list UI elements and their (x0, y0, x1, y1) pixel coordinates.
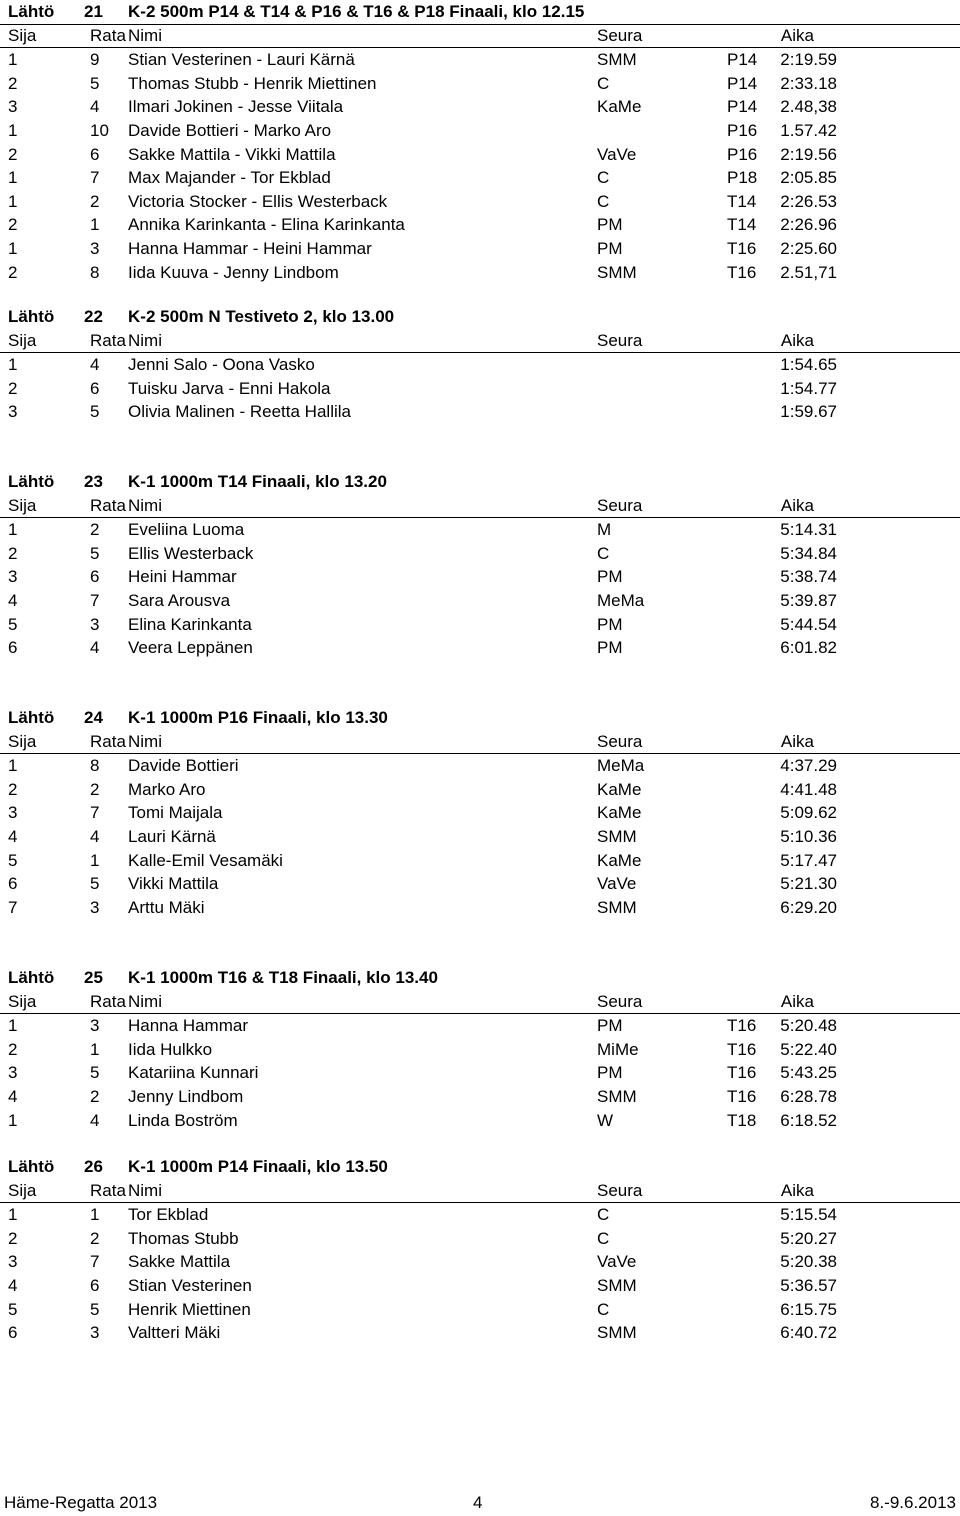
cell-aika: 1:59.67 (780, 402, 837, 422)
cell-aika: 5:20.27 (780, 1228, 837, 1248)
cell-seura: KaMe (597, 803, 642, 823)
cell-nimi: Kalle-Emil Vesamäki (128, 850, 283, 870)
cell-rata: 3 (90, 897, 100, 917)
header-aika: Aika (780, 330, 814, 350)
cell-seura: MiMe (597, 1039, 639, 1059)
cell-rata: 7 (90, 803, 100, 823)
cell-aika: 5:17.47 (780, 850, 837, 870)
cell-rata: 6 (90, 144, 100, 164)
race-title: K-1 1000m T14 Finaali, klo 13.20 (128, 472, 387, 491)
cell-nimi: Eveliina Luoma (128, 520, 245, 540)
result-row (0, 1109, 960, 1133)
cell-cls: P16 (727, 121, 758, 140)
cell-seura: M (597, 520, 612, 540)
cell-rata: 8 (90, 262, 100, 282)
cell-sija: 4 (8, 1276, 18, 1295)
cell-sija: 3 (8, 402, 18, 422)
race-title-row (0, 706, 960, 730)
header-nimi: Nimi (128, 731, 162, 751)
cell-nimi: Tuisku Jarva - Enni Hakola (128, 378, 331, 398)
race-number: 24 (84, 708, 103, 727)
cell-aika: 5:21.30 (780, 874, 837, 894)
column-header-row (0, 990, 960, 1015)
cell-nimi: Ellis Westerback (128, 543, 254, 563)
race-title-row (0, 470, 960, 494)
race-start-label: Lähtö (8, 1157, 55, 1176)
result-row (0, 542, 960, 566)
result-row (0, 95, 960, 119)
header-sija: Sija (8, 330, 37, 350)
cell-nimi: Heini Hammar (128, 567, 237, 587)
cell-aika: 5:20.38 (780, 1252, 837, 1272)
header-rata: Rata (90, 731, 126, 751)
cell-aika: 2.48,38 (780, 97, 837, 117)
result-row (0, 589, 960, 613)
cell-sija: 1 (8, 355, 18, 375)
cell-nimi: Olivia Malinen - Reetta Hallila (128, 402, 351, 422)
result-row (0, 377, 960, 401)
race-number: 21 (84, 2, 103, 21)
cell-sija: 5 (8, 614, 18, 634)
cell-cls: T16 (727, 239, 757, 258)
cell-aika: 1:54.65 (780, 355, 837, 375)
result-row (0, 849, 960, 873)
result-row (0, 1227, 960, 1251)
result-row (0, 1203, 960, 1227)
cell-sija: 2 (8, 1228, 18, 1248)
header-aika: Aika (780, 731, 814, 751)
cell-seura: PM (597, 1063, 623, 1083)
race-number: 22 (84, 307, 103, 326)
race-start-label: Lähtö (8, 968, 55, 987)
race-number: 23 (84, 472, 103, 491)
cell-seura: KaMe (597, 97, 642, 117)
cell-aika: 2:25.60 (780, 239, 837, 258)
cell-seura: C (597, 73, 610, 93)
result-row (0, 636, 960, 660)
cell-nimi: Victoria Stocker - Ellis Westerback (128, 191, 388, 211)
race-title-row (0, 0, 960, 25)
cell-nimi: Tomi Maijala (128, 803, 223, 823)
column-header-row (0, 329, 960, 354)
cell-cls: T18 (727, 1110, 757, 1130)
footer-date: 8.-9.6.2013 (869, 1493, 956, 1512)
cell-nimi: Hanna Hammar (128, 1016, 248, 1036)
header-seura: Seura (597, 991, 643, 1011)
header-nimi: Nimi (128, 495, 162, 515)
cell-aika: 5:14.31 (780, 520, 837, 540)
result-row (0, 143, 960, 167)
cell-seura: SMM (597, 897, 637, 917)
cell-cls: P14 (727, 97, 758, 117)
cell-aika: 5:22.40 (780, 1039, 837, 1059)
cell-sija: 5 (8, 850, 18, 870)
cell-seura: W (597, 1110, 614, 1130)
cell-seura: MeMa (597, 591, 645, 610)
cell-sija: 1 (8, 50, 18, 70)
cell-sija: 1 (8, 239, 18, 258)
cell-nimi: Stian Vesterinen - Lauri Kärnä (128, 50, 355, 70)
cell-rata: 6 (90, 1276, 100, 1295)
cell-sija: 2 (8, 144, 18, 164)
result-row (0, 72, 960, 96)
cell-nimi: Sakke Mattila - Vikki Mattila (128, 144, 336, 164)
cell-nimi: Henrik Miettinen (128, 1299, 251, 1319)
header-aika: Aika (780, 25, 814, 45)
cell-rata: 6 (90, 567, 100, 587)
cell-aika: 6:29.20 (780, 897, 837, 917)
result-row (0, 565, 960, 589)
cell-cls: T14 (727, 191, 757, 211)
result-row (0, 825, 960, 849)
cell-sija: 4 (8, 1087, 18, 1106)
cell-rata: 3 (90, 1016, 100, 1036)
cell-seura: C (597, 168, 610, 188)
cell-rata: 9 (90, 50, 100, 70)
cell-nimi: Katariina Kunnari (128, 1063, 259, 1083)
result-row (0, 1321, 960, 1345)
header-aika: Aika (780, 1180, 814, 1200)
race-title: K-2 500m P14 & T14 & P16 & T16 & P18 Finaali, klo 12.15 (128, 2, 585, 21)
cell-aika: 5:38.74 (780, 567, 837, 587)
header-rata: Rata (90, 25, 126, 45)
cell-rata: 1 (90, 850, 100, 870)
cell-aika: 6:15.75 (780, 1299, 837, 1319)
cell-sija: 2 (8, 378, 18, 398)
cell-rata: 7 (90, 591, 100, 610)
cell-aika: 6:18.52 (780, 1110, 837, 1130)
cell-sija: 3 (8, 567, 18, 587)
header-nimi: Nimi (128, 1180, 162, 1200)
cell-cls: P14 (727, 50, 758, 70)
cell-seura: SMM (597, 1087, 637, 1106)
result-row (0, 213, 960, 237)
result-row (0, 801, 960, 825)
cell-rata: 5 (90, 1063, 100, 1083)
cell-cls: P14 (727, 73, 758, 93)
result-row (0, 613, 960, 637)
cell-nimi: Linda Boström (128, 1110, 238, 1130)
cell-nimi: Jenny Lindbom (128, 1087, 244, 1106)
result-row (0, 872, 960, 896)
cell-rata: 4 (90, 638, 100, 658)
result-row (0, 778, 960, 802)
cell-rata: 5 (90, 73, 100, 93)
cell-seura: PM (597, 614, 623, 634)
cell-rata: 5 (90, 1299, 100, 1319)
cell-nimi: Sakke Mattila (128, 1252, 231, 1272)
cell-aika: 4:41.48 (780, 779, 837, 799)
cell-sija: 1 (8, 1110, 18, 1130)
cell-rata: 6 (90, 378, 100, 398)
cell-rata: 2 (90, 779, 100, 799)
cell-sija: 1 (8, 520, 18, 540)
race-title: K-1 1000m P16 Finaali, klo 13.30 (128, 708, 388, 727)
cell-aika: 5:10.36 (780, 827, 837, 846)
cell-aika: 2:26.53 (780, 191, 837, 211)
column-header-row (0, 494, 960, 519)
cell-sija: 2 (8, 779, 18, 799)
cell-aika: 5:39.87 (780, 591, 837, 610)
cell-seura: VaVe (597, 144, 637, 164)
cell-seura: SMM (597, 1323, 637, 1343)
cell-rata: 4 (90, 355, 100, 375)
cell-rata: 2 (90, 1228, 100, 1248)
cell-nimi: Thomas Stubb - Henrik Miettinen (128, 73, 377, 93)
race-title-row (0, 305, 960, 329)
cell-aika: 2:26.96 (780, 215, 837, 235)
cell-seura: VaVe (597, 874, 637, 894)
cell-seura: VaVe (597, 1252, 637, 1272)
race-start-label: Lähtö (8, 472, 55, 491)
cell-rata: 4 (90, 827, 100, 846)
race-title: K-1 1000m P14 Finaali, klo 13.50 (128, 1157, 388, 1176)
cell-sija: 2 (8, 543, 18, 563)
cell-seura: KaMe (597, 779, 642, 799)
result-row (0, 261, 960, 285)
cell-sija: 1 (8, 1016, 18, 1036)
result-row (0, 896, 960, 920)
cell-nimi: Marko Aro (128, 779, 206, 799)
header-rata: Rata (90, 991, 126, 1011)
cell-nimi: Elina Karinkanta (128, 614, 252, 634)
cell-aika: 5:36.57 (780, 1276, 837, 1295)
cell-sija: 1 (8, 168, 18, 188)
header-seura: Seura (597, 1180, 643, 1200)
cell-sija: 4 (8, 591, 18, 610)
race-start-label: Lähtö (8, 2, 55, 21)
cell-nimi: Davide Bottieri (128, 756, 239, 776)
cell-cls: T16 (727, 262, 757, 282)
cell-cls: P16 (727, 144, 758, 164)
result-row (0, 1298, 960, 1322)
cell-cls: P18 (727, 168, 758, 188)
cell-nimi: Stian Vesterinen (128, 1276, 252, 1295)
cell-nimi: Iida Hulkko (128, 1039, 213, 1059)
cell-aika: 2:05.85 (780, 168, 837, 188)
cell-sija: 2 (8, 73, 18, 93)
cell-rata: 5 (90, 874, 100, 894)
cell-aika: 4:37.29 (780, 756, 837, 776)
cell-cls: T14 (727, 215, 757, 235)
cell-seura: SMM (597, 1276, 637, 1295)
header-sija: Sija (8, 495, 37, 515)
result-row (0, 400, 960, 424)
cell-cls: T16 (727, 1087, 757, 1106)
cell-sija: 1 (8, 191, 18, 211)
header-sija: Sija (8, 1180, 37, 1200)
result-row (0, 518, 960, 542)
header-aika: Aika (780, 991, 814, 1011)
result-row (0, 754, 960, 778)
cell-seura: PM (597, 215, 623, 235)
header-nimi: Nimi (128, 25, 162, 45)
cell-rata: 4 (90, 97, 100, 117)
result-row (0, 1038, 960, 1062)
header-rata: Rata (90, 495, 126, 515)
race-title-row (0, 966, 960, 990)
cell-aika: 5:43.25 (780, 1063, 837, 1083)
cell-seura: PM (597, 1016, 623, 1036)
footer-event-name: Häme-Regatta 2013 (4, 1493, 158, 1512)
header-seura: Seura (597, 25, 643, 45)
cell-cls: T16 (727, 1016, 757, 1036)
cell-seura: C (597, 1205, 610, 1225)
cell-aika: 2:19.59 (780, 50, 837, 70)
cell-aika: 5:20.48 (780, 1016, 837, 1036)
cell-seura: KaMe (597, 850, 642, 870)
cell-nimi: Valtteri Mäki (128, 1323, 221, 1343)
cell-nimi: Veera Leppänen (128, 638, 253, 658)
cell-aika: 2:33.18 (780, 73, 837, 93)
header-seura: Seura (597, 330, 643, 350)
cell-seura: C (597, 543, 610, 563)
header-nimi: Nimi (128, 991, 162, 1011)
result-row (0, 1085, 960, 1109)
result-row (0, 1274, 960, 1298)
cell-nimi: Iida Kuuva - Jenny Lindbom (128, 262, 339, 282)
cell-sija: 5 (8, 1299, 18, 1319)
cell-rata: 1 (90, 1205, 100, 1225)
result-row (0, 1061, 960, 1085)
cell-rata: 10 (90, 121, 109, 140)
cell-seura: PM (597, 638, 623, 658)
cell-rata: 1 (90, 215, 100, 235)
cell-rata: 4 (90, 1110, 100, 1130)
cell-seura: PM (597, 567, 623, 587)
cell-sija: 2 (8, 1039, 18, 1059)
header-rata: Rata (90, 330, 126, 350)
cell-nimi: Hanna Hammar - Heini Hammar (128, 239, 372, 258)
page-footer (0, 1492, 960, 1514)
cell-seura: SMM (597, 262, 637, 282)
cell-rata: 7 (90, 1252, 100, 1272)
result-row (0, 237, 960, 261)
cell-cls: T16 (727, 1063, 757, 1083)
cell-aika: 6:28.78 (780, 1087, 837, 1106)
header-sija: Sija (8, 991, 37, 1011)
cell-rata: 5 (90, 543, 100, 563)
cell-rata: 3 (90, 614, 100, 634)
cell-rata: 1 (90, 1039, 100, 1059)
header-seura: Seura (597, 495, 643, 515)
cell-rata: 2 (90, 191, 100, 211)
cell-aika: 6:01.82 (780, 638, 837, 658)
cell-aika: 5:15.54 (780, 1205, 837, 1225)
header-sija: Sija (8, 731, 37, 751)
cell-rata: 2 (90, 1087, 100, 1106)
header-seura: Seura (597, 731, 643, 751)
cell-rata: 2 (90, 520, 100, 540)
cell-aika: 6:40.72 (780, 1323, 837, 1343)
race-title: K-2 500m N Testiveto 2, klo 13.00 (128, 307, 395, 326)
header-sija: Sija (8, 25, 37, 45)
header-rata: Rata (90, 1180, 126, 1200)
cell-sija: 6 (8, 874, 18, 894)
cell-aika: 5:09.62 (780, 803, 837, 823)
cell-nimi: Lauri Kärnä (128, 827, 216, 846)
result-row (0, 353, 960, 377)
race-number: 25 (84, 968, 103, 987)
footer-page-number: 4 (473, 1493, 483, 1512)
cell-nimi: Thomas Stubb (128, 1228, 239, 1248)
cell-rata: 3 (90, 1323, 100, 1343)
cell-seura: SMM (597, 50, 637, 70)
cell-sija: 1 (8, 1205, 18, 1225)
result-row (0, 48, 960, 72)
cell-nimi: Sara Arousva (128, 591, 231, 610)
cell-aika: 2:19.56 (780, 144, 837, 164)
race-start-label: Lähtö (8, 307, 55, 326)
cell-sija: 3 (8, 1252, 18, 1272)
cell-nimi: Tor Ekblad (128, 1205, 209, 1225)
cell-aika: 5:34.84 (780, 543, 837, 563)
column-header-row (0, 1179, 960, 1204)
cell-aika: 1:54.77 (780, 378, 837, 398)
cell-rata: 8 (90, 756, 100, 776)
cell-nimi: Annika Karinkanta - Elina Karinkanta (128, 215, 405, 235)
cell-nimi: Vikki Mattila (128, 874, 219, 894)
race-start-label: Lähtö (8, 708, 55, 727)
cell-sija: 2 (8, 262, 18, 282)
column-header-row (0, 730, 960, 755)
result-row (0, 1014, 960, 1038)
cell-sija: 2 (8, 215, 18, 235)
cell-nimi: Jenni Salo - Oona Vasko (128, 355, 315, 375)
header-nimi: Nimi (128, 330, 162, 350)
cell-rata: 7 (90, 168, 100, 188)
result-row (0, 119, 960, 143)
cell-seura: C (597, 1228, 610, 1248)
cell-nimi: Max Majander - Tor Ekblad (128, 168, 331, 188)
cell-nimi: Ilmari Jokinen - Jesse Viitala (128, 97, 344, 117)
cell-aika: 2.51,71 (780, 262, 837, 282)
cell-sija: 3 (8, 1063, 18, 1083)
cell-seura: MeMa (597, 756, 645, 776)
race-number: 26 (84, 1157, 103, 1176)
cell-sija: 3 (8, 803, 18, 823)
header-aika: Aika (780, 495, 814, 515)
race-title-row (0, 1155, 960, 1179)
cell-sija: 7 (8, 897, 18, 917)
cell-rata: 5 (90, 402, 100, 422)
cell-sija: 6 (8, 638, 18, 658)
cell-aika: 1.57.42 (780, 121, 837, 140)
cell-nimi: Davide Bottieri - Marko Aro (128, 121, 332, 140)
cell-seura: PM (597, 239, 623, 258)
cell-sija: 6 (8, 1323, 18, 1343)
cell-seura: SMM (597, 827, 637, 846)
cell-seura: C (597, 191, 610, 211)
cell-sija: 4 (8, 827, 18, 846)
cell-cls: T16 (727, 1039, 757, 1059)
cell-nimi: Arttu Mäki (128, 897, 205, 917)
column-header-row (0, 24, 960, 49)
race-title: K-1 1000m T16 & T18 Finaali, klo 13.40 (128, 968, 438, 987)
cell-aika: 5:44.54 (780, 614, 837, 634)
cell-seura: C (597, 1299, 610, 1319)
result-row (0, 166, 960, 190)
cell-rata: 3 (90, 239, 100, 258)
result-row (0, 190, 960, 214)
cell-sija: 1 (8, 756, 18, 776)
result-row (0, 1250, 960, 1274)
cell-sija: 1 (8, 121, 18, 140)
cell-sija: 3 (8, 97, 18, 117)
